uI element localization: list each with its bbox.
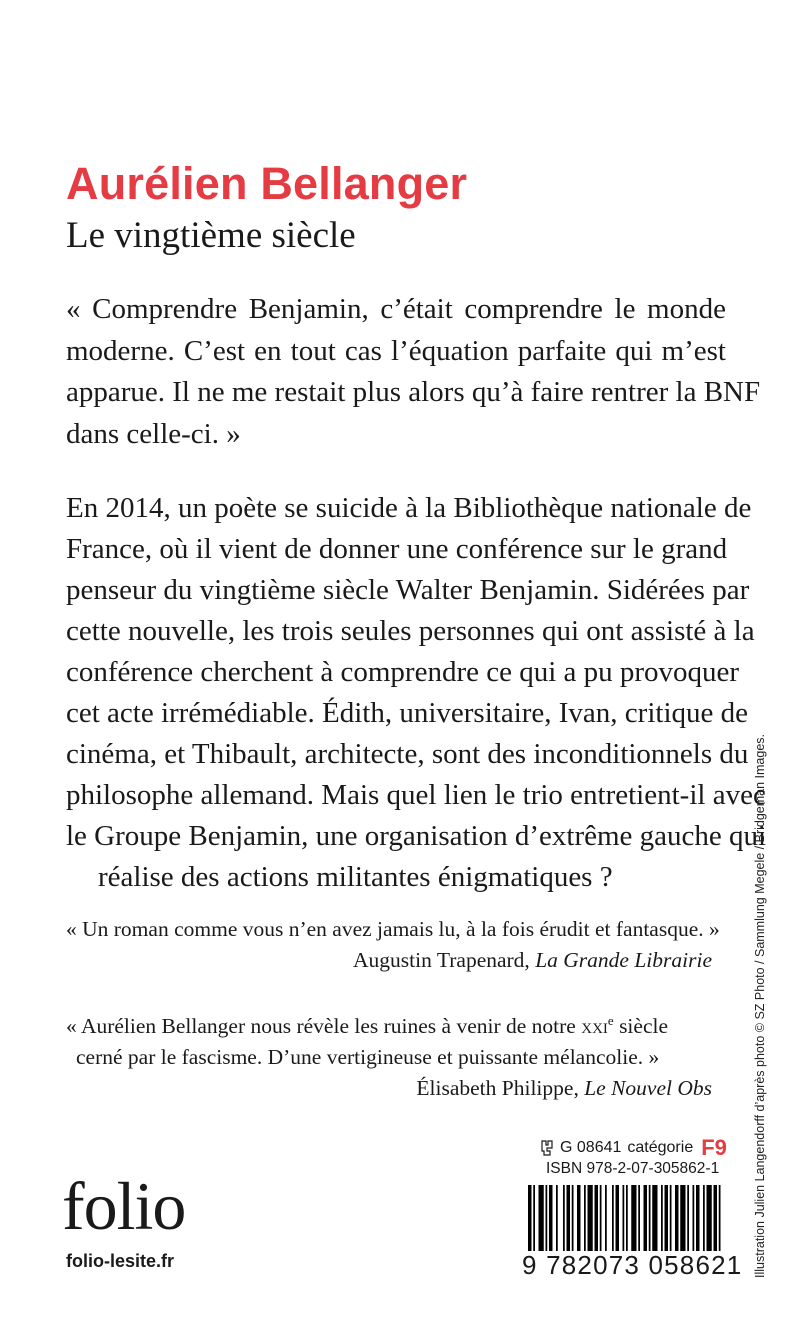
- summary-line: cet acte irrémédiable. Édith, universitaire, Ivan, critique de: [66, 697, 748, 729]
- author-name: Aurélien Bellanger: [66, 158, 468, 209]
- barcode-bar: [616, 1185, 620, 1251]
- barcode: [528, 1185, 724, 1251]
- barcode-bar: [714, 1185, 718, 1251]
- barcode-bar: [680, 1185, 685, 1251]
- barcode-bar: [546, 1185, 548, 1251]
- summary-line: cette nouvelle, les trois seules personnes qui ont assisté à la: [66, 615, 755, 647]
- illustration-credit: Illustration Julien Langendorff d’après photo © SZ Photo / Sammlung Megele / Bridgeman Images.: [753, 733, 767, 1278]
- barcode-bar: [719, 1185, 721, 1251]
- category-label: catégorie: [627, 1139, 694, 1156]
- barcode-bar: [588, 1185, 593, 1251]
- barcode-bar: [556, 1185, 558, 1251]
- barcode-bar: [533, 1185, 535, 1251]
- barcode-bar: [563, 1185, 565, 1251]
- press-review-1: [66, 914, 726, 976]
- review-publication: Le Nouvel Obs: [584, 1076, 712, 1100]
- price-category: F9: [701, 1135, 727, 1160]
- century-numeral: xxi: [581, 1014, 608, 1038]
- folio-logo: folio: [62, 1168, 186, 1244]
- summary-line: cinéma, et Thibault, architecte, sont des inconditionnels du: [66, 738, 749, 770]
- epigraph-line: dans celle-ci. »: [66, 417, 241, 450]
- summary-line: conférence cherchent à comprendre ce qui a pu provoquer: [66, 656, 740, 688]
- barcode-bar: [549, 1185, 553, 1251]
- barcode-bar: [696, 1185, 700, 1251]
- barcode-bar: [693, 1185, 695, 1251]
- century-suffix: e: [607, 1012, 614, 1028]
- barcode-bar: [623, 1185, 625, 1251]
- barcode-bar: [528, 1185, 532, 1251]
- review-quote-line2: cerné par le fascisme. D’une vertigineuse et puissante mélancolie. »: [76, 1045, 660, 1069]
- epigraph-line: apparue. Il ne me restait plus alors qu’à faire rentrer la BNF: [66, 376, 761, 408]
- barcode-bar: [675, 1185, 679, 1251]
- barcode-bar: [567, 1185, 571, 1251]
- barcode-bar: [638, 1185, 640, 1251]
- barcode-bar: [644, 1185, 648, 1251]
- epigraph-line: « Comprendre Benjamin, c’était comprendre le monde: [66, 293, 726, 325]
- catalog-line: [540, 1135, 727, 1161]
- review-author: Élisabeth Philippe,: [416, 1076, 585, 1100]
- catalog-code: G 08641: [560, 1139, 622, 1156]
- publisher-mark-icon: [540, 1139, 554, 1157]
- barcode-bar: [595, 1185, 599, 1251]
- barcode-bar: [600, 1185, 602, 1251]
- review-quote: « Un roman comme vous n’en avez jamais lu, à la fois érudit et fantasque. »: [66, 917, 720, 941]
- press-review-2: [66, 1011, 726, 1104]
- barcode-bar: [665, 1185, 669, 1251]
- barcode-bar: [661, 1185, 663, 1251]
- barcode-bar: [612, 1185, 614, 1251]
- barcode-bar: [687, 1185, 689, 1251]
- review-publication: La Grande Librairie: [535, 948, 712, 972]
- barcode-bar: [584, 1185, 586, 1251]
- summary-line: En 2014, un poète se suicide à la Bibliothèque nationale de: [66, 492, 752, 524]
- summary-line: philosophe allemand. Mais quel lien le trio entretient-il avec: [66, 779, 766, 811]
- review-source: [66, 1073, 726, 1104]
- summary-line: réalise des actions militantes énigmatiques ?: [98, 861, 613, 893]
- barcode-number: 9 782073 058621: [522, 1250, 743, 1280]
- barcode-bar: [707, 1185, 712, 1251]
- summary-line: France, où il vient de donner une conférence sur le grand: [66, 533, 728, 565]
- barcode-bar: [539, 1185, 544, 1251]
- publisher-website[interactable]: folio-lesite.fr: [66, 1251, 175, 1271]
- summary-line: le Groupe Benjamin, une organisation d’extrême gauche qui: [66, 820, 767, 852]
- review-author: Augustin Trapenard,: [353, 948, 536, 972]
- barcode-bar: [649, 1185, 651, 1251]
- epigraph-quote: [66, 289, 761, 455]
- barcode-bar: [703, 1185, 705, 1251]
- book-summary: [66, 488, 767, 898]
- barcode-bar: [577, 1185, 581, 1251]
- epigraph-line: moderne. C’est en tout cas l’équation parfaite qui m’est: [66, 334, 726, 367]
- book-title: Le vingtième siècle: [66, 215, 356, 256]
- barcode-bar: [626, 1185, 628, 1251]
- review-quote-part: siècle: [613, 1014, 669, 1038]
- barcode-bar: [605, 1185, 607, 1251]
- review-quote: [66, 1011, 726, 1042]
- barcode-bar: [631, 1185, 636, 1251]
- barcode-bar: [572, 1185, 574, 1251]
- review-quote-part: « Aurélien Bellanger nous révèle les ruines à venir de notre: [66, 1014, 582, 1038]
- barcode-bar: [652, 1185, 657, 1251]
- barcode-bar: [670, 1185, 672, 1251]
- summary-line: penseur du vingtième siècle Walter Benjamin. Sidérées par: [66, 574, 750, 606]
- review-source: [66, 945, 726, 976]
- isbn: ISBN 978-2-07-305862-1: [546, 1160, 720, 1177]
